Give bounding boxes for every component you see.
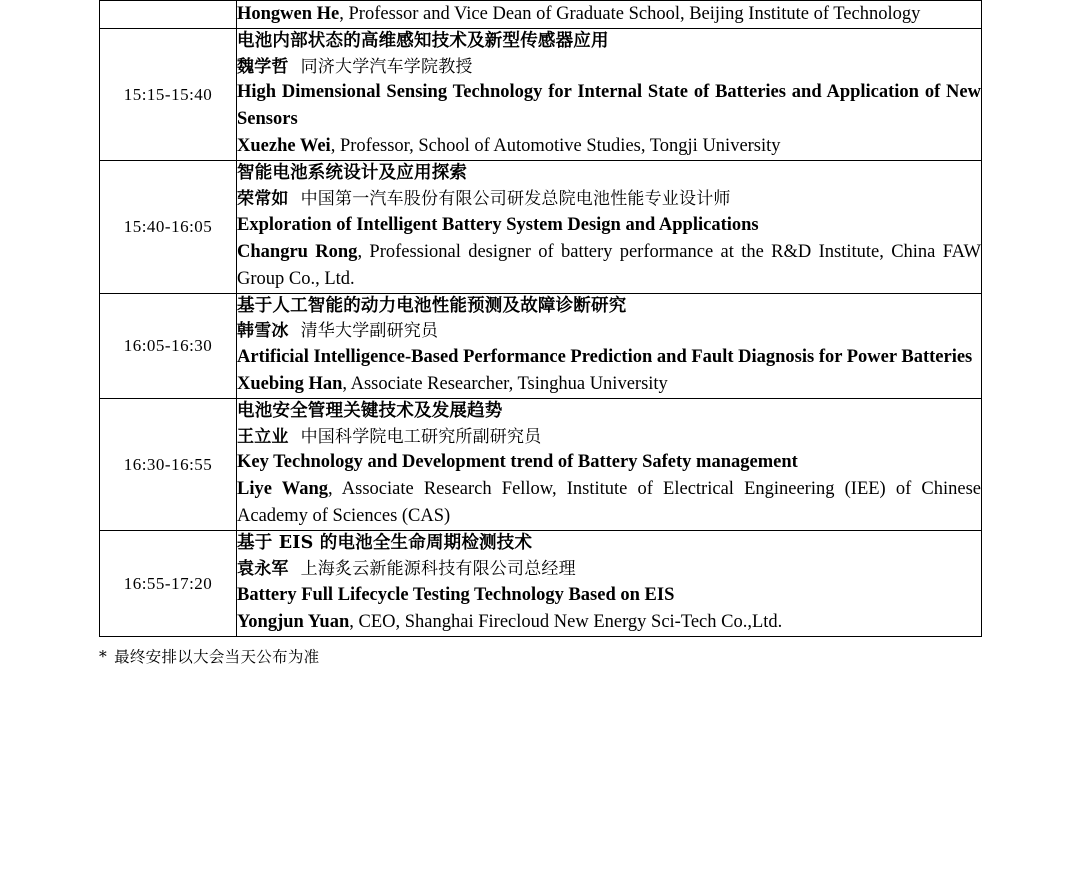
table-row — [100, 293, 982, 398]
speaker-cn-name: 王立业 — [237, 426, 289, 447]
talk-title-cn: 基于 EIS 的电池全生命周期检测技术 — [237, 533, 533, 554]
speaker-en — [237, 609, 981, 636]
speaker-cn-name: 韩雪冰 — [237, 321, 289, 342]
agenda-table — [99, 0, 982, 637]
speaker-en — [237, 476, 981, 530]
talk-title-cn: 基于人工智能的动力电池性能预测及故障诊断研究 — [237, 295, 627, 316]
speaker-en-detail: , Associate Research Fellow, Institute of Electrical Engineering (IEE) of Chinese Academy of Sciences (CAS) — [237, 479, 982, 527]
time-cell: 16:30-16:55 — [100, 399, 237, 531]
time-cell: 16:05-16:30 — [100, 293, 237, 398]
speaker-cn-name: 荣常如 — [237, 188, 289, 209]
table-row — [100, 531, 982, 636]
content-cell — [237, 399, 982, 531]
time-cell: 16:55-17:20 — [100, 531, 237, 636]
time-cell: 15:15-15:40 — [100, 29, 237, 161]
table-row — [100, 161, 982, 293]
talk-title-en: Artificial Intelligence-Based Performance Prediction and Fault Diagnosis for Power Batteries — [237, 347, 973, 368]
speaker-cn-affiliation: 中国第一汽车股份有限公司研发总院电池性能专业设计师 — [300, 188, 731, 209]
talk-title-cn: 电池内部状态的高维感知技术及新型传感器应用 — [237, 31, 609, 51]
speaker-cn-affiliation: 同济大学汽车学院教授 — [300, 56, 473, 77]
speaker-en-name: Xuebing Han — [237, 374, 343, 395]
content-cell — [237, 531, 982, 636]
speaker-en-name: Liye Wang — [237, 479, 329, 500]
speaker-en-name: Xuezhe Wei — [237, 136, 331, 157]
footnote-marker: * — [99, 647, 108, 666]
speaker-en-detail: , Professor and Vice Dean of Graduate School, Beijing Institute of Technology — [339, 4, 921, 24]
speaker-cn — [237, 187, 981, 212]
speaker-en-name: Hongwen He — [237, 4, 340, 24]
speaker-en — [237, 371, 981, 398]
speaker-cn-name: 袁永军 — [237, 558, 289, 579]
table-row — [100, 399, 982, 531]
speaker-cn-affiliation: 清华大学副研究员 — [300, 321, 439, 342]
speaker-en-detail: , Professor, School of Automotive Studies, Tongji University — [330, 136, 781, 157]
content-cell — [237, 29, 982, 161]
speaker-en — [237, 1, 981, 28]
time-cell — [100, 1, 237, 29]
speaker-cn — [237, 425, 981, 450]
footnote — [99, 645, 1080, 667]
content-cell — [237, 293, 982, 398]
talk-title-en: Key Technology and Development trend of Battery Safety management — [237, 452, 798, 473]
speaker-en-detail: , CEO, Shanghai Firecloud New Energy Sci-Tech Co.,Ltd. — [349, 611, 783, 632]
speaker-cn — [237, 557, 981, 582]
speaker-en-detail: , Professional designer of battery performance at the R&D Institute, China FAW Group Co., Ltd. — [237, 241, 981, 289]
talk-title-en: Exploration of Intelligent Battery System Design and Applications — [237, 214, 759, 235]
speaker-en — [237, 239, 981, 293]
talk-title-cn: 智能电池系统设计及应用探索 — [237, 163, 468, 184]
speaker-en-name: Changru Rong — [237, 241, 358, 262]
speaker-en-detail: , Associate Researcher, Tsinghua University — [342, 374, 668, 395]
table-row — [100, 29, 982, 161]
agenda-table-body — [100, 1, 982, 637]
speaker-cn — [237, 55, 981, 80]
speaker-cn-affiliation: 中国科学院电工研究所副研究员 — [300, 426, 542, 447]
speaker-cn-affiliation: 上海炙云新能源科技有限公司总经理 — [300, 558, 576, 579]
speaker-en — [237, 133, 981, 160]
table-row — [100, 1, 982, 29]
talk-title-cn: 电池安全管理关键技术及发展趋势 — [237, 401, 503, 422]
content-cell — [237, 1, 982, 29]
talk-title-en: High Dimensional Sensing Technology for Internal State of Batteries and Application of New Sensors — [237, 82, 981, 130]
content-cell — [237, 161, 982, 293]
talk-title-en: Battery Full Lifecycle Testing Technology Based on EIS — [237, 584, 675, 605]
speaker-cn — [237, 319, 981, 344]
speaker-en-name: Yongjun Yuan — [237, 611, 350, 632]
time-cell: 15:40-16:05 — [100, 161, 237, 293]
footnote-text: 最终安排以大会当天公布为准 — [114, 647, 320, 666]
speaker-cn-name: 魏学哲 — [237, 56, 289, 77]
